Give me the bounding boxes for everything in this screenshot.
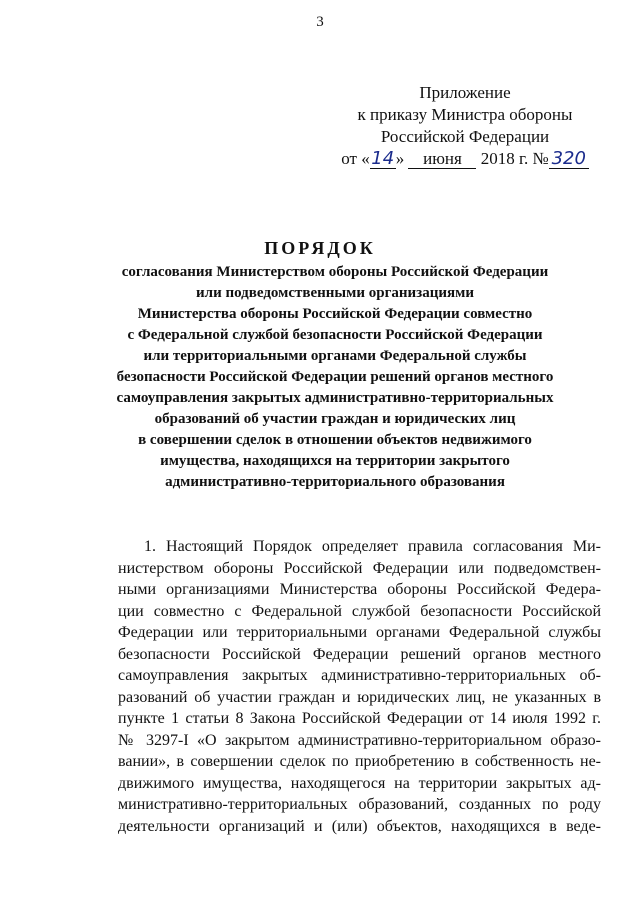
subtitle-line: образований об участии граждан и юридических лиц xyxy=(154,411,516,427)
body-line: Федерации или территориальными органами Федеральной службы xyxy=(118,624,601,641)
page-number: 3 xyxy=(316,14,324,30)
subtitle-line: или подведомственными организациями xyxy=(196,285,474,301)
subtitle-line: безопасности Российской Федерации решений органов местного xyxy=(116,369,554,385)
body-paragraph xyxy=(118,536,601,837)
body-line: вании», в совершении сделок по приобретению в собственность не- xyxy=(118,753,601,770)
appendix-line: Российской Федерации xyxy=(380,127,550,146)
body-line: № 3297-I «О закрытом административно-территориальном образо- xyxy=(118,731,601,749)
order-date-line xyxy=(330,148,600,170)
document-subtitle xyxy=(90,262,580,493)
subtitle-line: административно-территориального образования xyxy=(165,474,505,490)
body-line: пункте 1 статьи 8 Закона Российской Федерации от 14 июля 1992 г. xyxy=(118,710,601,727)
subtitle-line: или территориальными органами Федеральной службы xyxy=(143,348,527,364)
appendix-line: к приказу Министра обороны xyxy=(357,105,573,124)
body-line: министративно-территориальных образований, созданных по роду xyxy=(118,796,601,813)
subtitle-line: согласования Министерством обороны Российской Федерации xyxy=(121,264,549,280)
subtitle-line: в совершении сделок в отношении объектов недвижимого xyxy=(138,432,532,448)
subtitle-line: с Федеральной службой безопасности Российской Федерации xyxy=(127,327,543,343)
subtitle-line: Министерства обороны Российской Федерации совместно xyxy=(137,306,533,322)
handwritten-order-number: 320 xyxy=(549,150,589,169)
body-line: нистерством обороны Российской Федерации или подведомствен- xyxy=(118,559,601,577)
body-line: разований об участии граждан и юридических лиц, не указанных в xyxy=(118,688,601,706)
subtitle-line: имущества, находящихся на территории закрытого xyxy=(160,453,510,469)
appendix-header xyxy=(330,82,600,170)
year-suffix: 2018 г. № xyxy=(480,149,549,168)
body-line: безопасности Российской Федерации решений органов местного xyxy=(118,645,601,663)
appendix-line: Приложение xyxy=(419,83,511,102)
document-title: ПОРЯДОК xyxy=(264,238,376,258)
month-field: июня xyxy=(408,150,476,169)
handwritten-day: 14 xyxy=(371,148,395,169)
date-prefix: от « xyxy=(341,149,370,168)
body-line: ными организациями Министерства обороны Российской Федера- xyxy=(118,581,601,598)
body-line: 1. Настоящий Порядок определяет правила согласования Ми- xyxy=(144,538,601,555)
body-line: движимого имущества, находящегося на территории закрытых ад- xyxy=(118,774,601,792)
date-mid: » xyxy=(395,149,405,168)
body-line: деятельности организаций и (или) объектов, находящихся в веде- xyxy=(118,817,601,835)
body-line: ции совместно с Федеральной службой безопасности Российской xyxy=(118,602,601,620)
body-line: самоуправления закрытых административно-территориальных об- xyxy=(118,667,601,684)
subtitle-line: самоуправления закрытых административно-территориальных xyxy=(116,390,554,406)
